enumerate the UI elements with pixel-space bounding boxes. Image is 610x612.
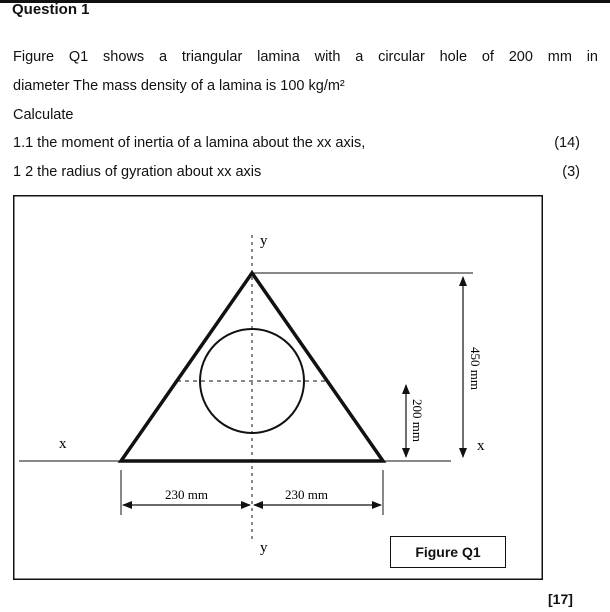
- x-axis-label-right: x: [477, 438, 485, 454]
- right-base-dimension-label: 230 mm: [285, 487, 328, 502]
- figure-diagram: [13, 195, 543, 580]
- question-item-1: [13, 135, 580, 151]
- calculate-label: Calculate: [13, 107, 74, 123]
- x-axis-label-left: x: [59, 436, 67, 452]
- figure-caption: Figure Q1: [390, 536, 506, 568]
- intro-line-1: Figure Q1 shows a triangular lamina with a circular hole of 200 mm in: [13, 49, 598, 65]
- y-axis-label-top: y: [260, 233, 268, 249]
- y-axis-label-bottom: y: [260, 540, 268, 556]
- top-border: [0, 0, 610, 3]
- total-marks: [17]: [548, 591, 573, 607]
- hole-dimension-label: 200 mm: [410, 399, 425, 442]
- item-1-marks: (14): [554, 135, 580, 151]
- height-dimension-label: 450 mm: [468, 347, 483, 390]
- question-item-2: [13, 164, 580, 180]
- item-2-text: 1 2 the radius of gyration about xx axis: [13, 164, 262, 180]
- item-1-text: 1.1 the moment of inertia of a lamina about the xx axis,: [13, 135, 366, 151]
- intro-line-2: diameter The mass density of a lamina is 100 kg/m²: [13, 78, 345, 94]
- question-title: Question 1: [12, 1, 90, 18]
- left-base-dimension-label: 230 mm: [165, 487, 208, 502]
- item-2-marks: (3): [562, 164, 580, 180]
- figure-q1: [13, 195, 543, 580]
